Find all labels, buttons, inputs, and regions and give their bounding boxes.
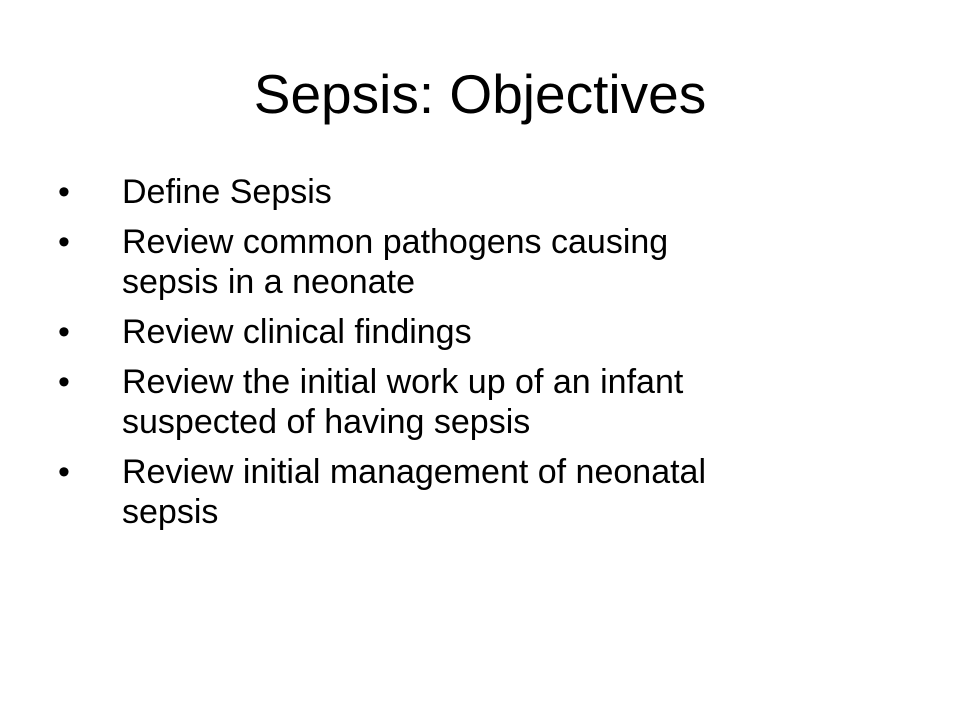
bullet-text-line: sepsis in a neonate [122, 263, 415, 301]
list-item [0, 222, 960, 302]
bullet-icon: • [58, 223, 70, 261]
list-item [0, 172, 960, 212]
list-item [0, 362, 960, 442]
bullet-text-line: Review clinical findings [122, 313, 472, 351]
list-item [0, 452, 960, 532]
bullet-text-line: suspected of having sepsis [122, 403, 531, 441]
bullet-text-line: Review common pathogens causing [122, 223, 669, 261]
slide-title: Sepsis: Objectives [253, 63, 707, 125]
bullet-text-line: Review initial management of neonatal [122, 453, 707, 491]
bullet-text-line: sepsis [122, 493, 219, 531]
list-item [0, 312, 960, 352]
bullet-icon: • [58, 453, 70, 491]
bullet-icon: • [58, 313, 70, 351]
objectives-list [0, 172, 960, 542]
bullet-icon: • [58, 363, 70, 401]
bullet-icon: • [58, 173, 70, 211]
bullet-text-line: Define Sepsis [122, 173, 332, 211]
bullet-text-line: Review the initial work up of an infant [122, 363, 684, 401]
